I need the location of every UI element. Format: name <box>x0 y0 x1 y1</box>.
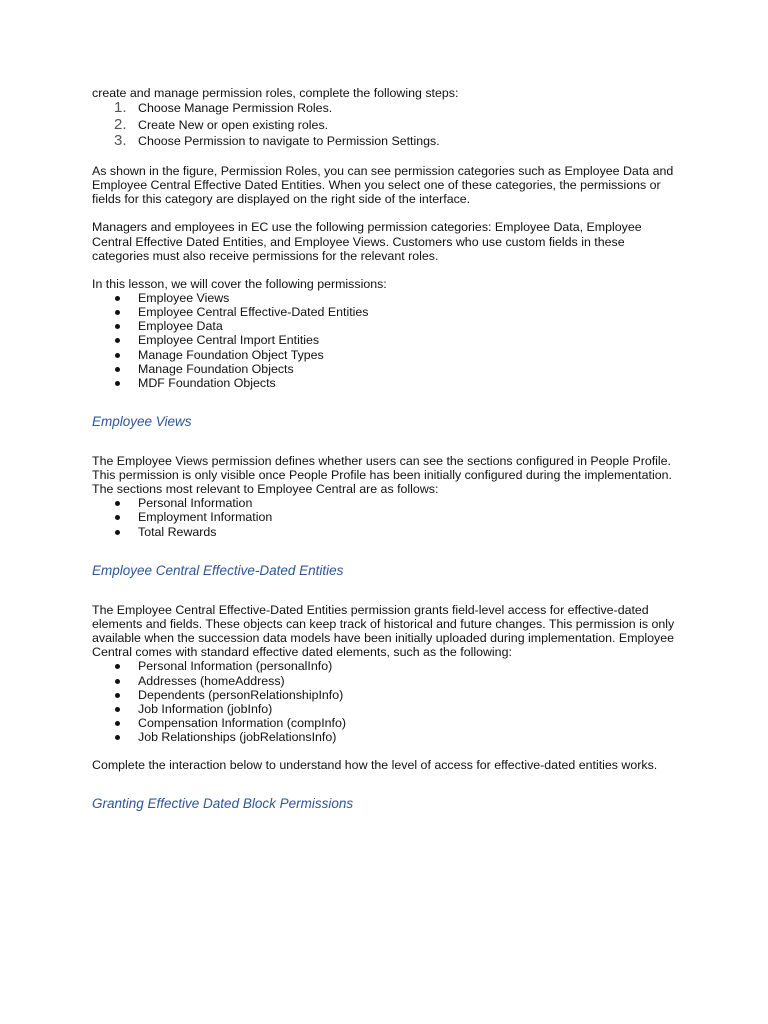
list-item <box>92 319 682 333</box>
lesson-permissions-list <box>92 291 682 390</box>
list-item <box>92 291 682 305</box>
bullet-icon <box>115 381 120 386</box>
list-item <box>92 333 682 347</box>
bullet-icon <box>115 353 120 358</box>
step-text: Choose Manage Permission Roles. <box>138 101 333 116</box>
list-item-text: MDF Foundation Objects <box>138 375 276 390</box>
step-text: Create New or open existing roles. <box>138 117 329 132</box>
effective-dated-paragraph: The Employee Central Effective-Dated Entities permission grants field-level access for effective-dated elements and fields. These objects can keep track of historical and future changes. This permission is only available when the succession data models have been initially uploaded during implementation. Employee Central comes with standard effective dated elements, such as the following: <box>92 602 675 660</box>
bullet-icon <box>115 367 120 372</box>
list-item-text: Compensation Information (compInfo) <box>138 715 346 730</box>
step-item <box>92 100 682 117</box>
effective-dated-list <box>92 659 682 744</box>
employee-views-paragraph: The Employee Views permission defines whether users can see the sections configured in People Profile. This permission is only visible once People Profile has been initially configured during the implementation. The sections most relevant to Employee Central are as follows: <box>92 453 672 497</box>
list-item-text: Manage Foundation Object Types <box>138 347 324 362</box>
bullet-icon <box>115 693 120 698</box>
figure-paragraph: As shown in the figure, Permission Roles, you can see permission categories such as Employee Data and Employee Central Effective Dated Entities. When you select one of these categories, the permissions or fields for this category are displayed on the right side of the interface. <box>92 163 674 207</box>
bullet-icon <box>115 530 120 535</box>
list-item <box>92 702 682 716</box>
list-item <box>92 688 682 702</box>
list-item-text: Employee Views <box>138 291 230 306</box>
list-item-text: Employee Central Import Entities <box>138 333 320 348</box>
bullet-icon <box>115 735 120 740</box>
list-item-text: Employment Information <box>138 510 273 525</box>
list-item <box>92 496 682 510</box>
bullet-icon <box>115 338 120 343</box>
list-item-text: Employee Data <box>138 319 223 334</box>
list-item <box>92 659 682 673</box>
bullet-icon <box>115 679 120 684</box>
list-item-text: Job Information (jobInfo) <box>138 701 273 716</box>
step-text: Choose Permission to navigate to Permission Settings. <box>138 134 440 149</box>
bullet-icon <box>115 515 120 520</box>
list-item <box>92 348 682 362</box>
steps-list <box>92 100 682 150</box>
interaction-paragraph: Complete the interaction below to understand how the level of access for effective-dated entities works. <box>92 758 658 773</box>
section-heading-effective-dated: Employee Central Effective-Dated Entities <box>92 562 344 578</box>
section-heading-employee-views: Employee Views <box>92 413 192 429</box>
managers-paragraph: Managers and employees in EC use the following permission categories: Employee Data, Employee Central Effective Dated Entities, and Employee Views. Customers who use custom fields in these categories must also receive permissions for the relevant roles. <box>92 220 642 263</box>
list-item <box>92 716 682 730</box>
list-item-text: Personal Information <box>138 496 253 511</box>
employee-views-list <box>92 496 682 538</box>
list-item-text: Personal Information (personalInfo) <box>138 659 333 674</box>
list-item-text: Job Relationships (jobRelationsInfo) <box>138 729 337 744</box>
list-item <box>92 376 682 390</box>
list-item-text: Addresses (homeAddress) <box>138 673 285 688</box>
bullet-icon <box>115 501 120 506</box>
bullet-icon <box>115 296 120 301</box>
step-number: 1. <box>114 99 127 117</box>
list-item-text: Total Rewards <box>138 524 217 539</box>
step-item <box>92 133 682 150</box>
list-item <box>92 305 682 319</box>
list-item-text: Manage Foundation Objects <box>138 361 294 376</box>
document-page <box>92 86 682 812</box>
step-item <box>92 117 682 134</box>
lesson-intro: In this lesson, we will cover the following permissions: <box>92 276 387 291</box>
bullet-icon <box>115 721 120 726</box>
bullet-icon <box>115 324 120 329</box>
section-heading-granting: Granting Effective Dated Block Permissions <box>92 796 354 812</box>
list-item-text: Dependents (personRelationshipInfo) <box>138 687 344 702</box>
step-number: 2. <box>114 115 127 133</box>
bullet-icon <box>115 310 120 315</box>
list-item <box>92 525 682 539</box>
list-item <box>92 510 682 524</box>
list-item <box>92 730 682 744</box>
list-item <box>92 674 682 688</box>
intro-line: create and manage permission roles, complete the following steps: <box>92 86 459 100</box>
bullet-icon <box>115 707 120 712</box>
bullet-icon <box>115 664 120 669</box>
list-item <box>92 362 682 376</box>
list-item-text: Employee Central Effective-Dated Entities <box>138 305 369 320</box>
step-number: 3. <box>114 132 127 150</box>
